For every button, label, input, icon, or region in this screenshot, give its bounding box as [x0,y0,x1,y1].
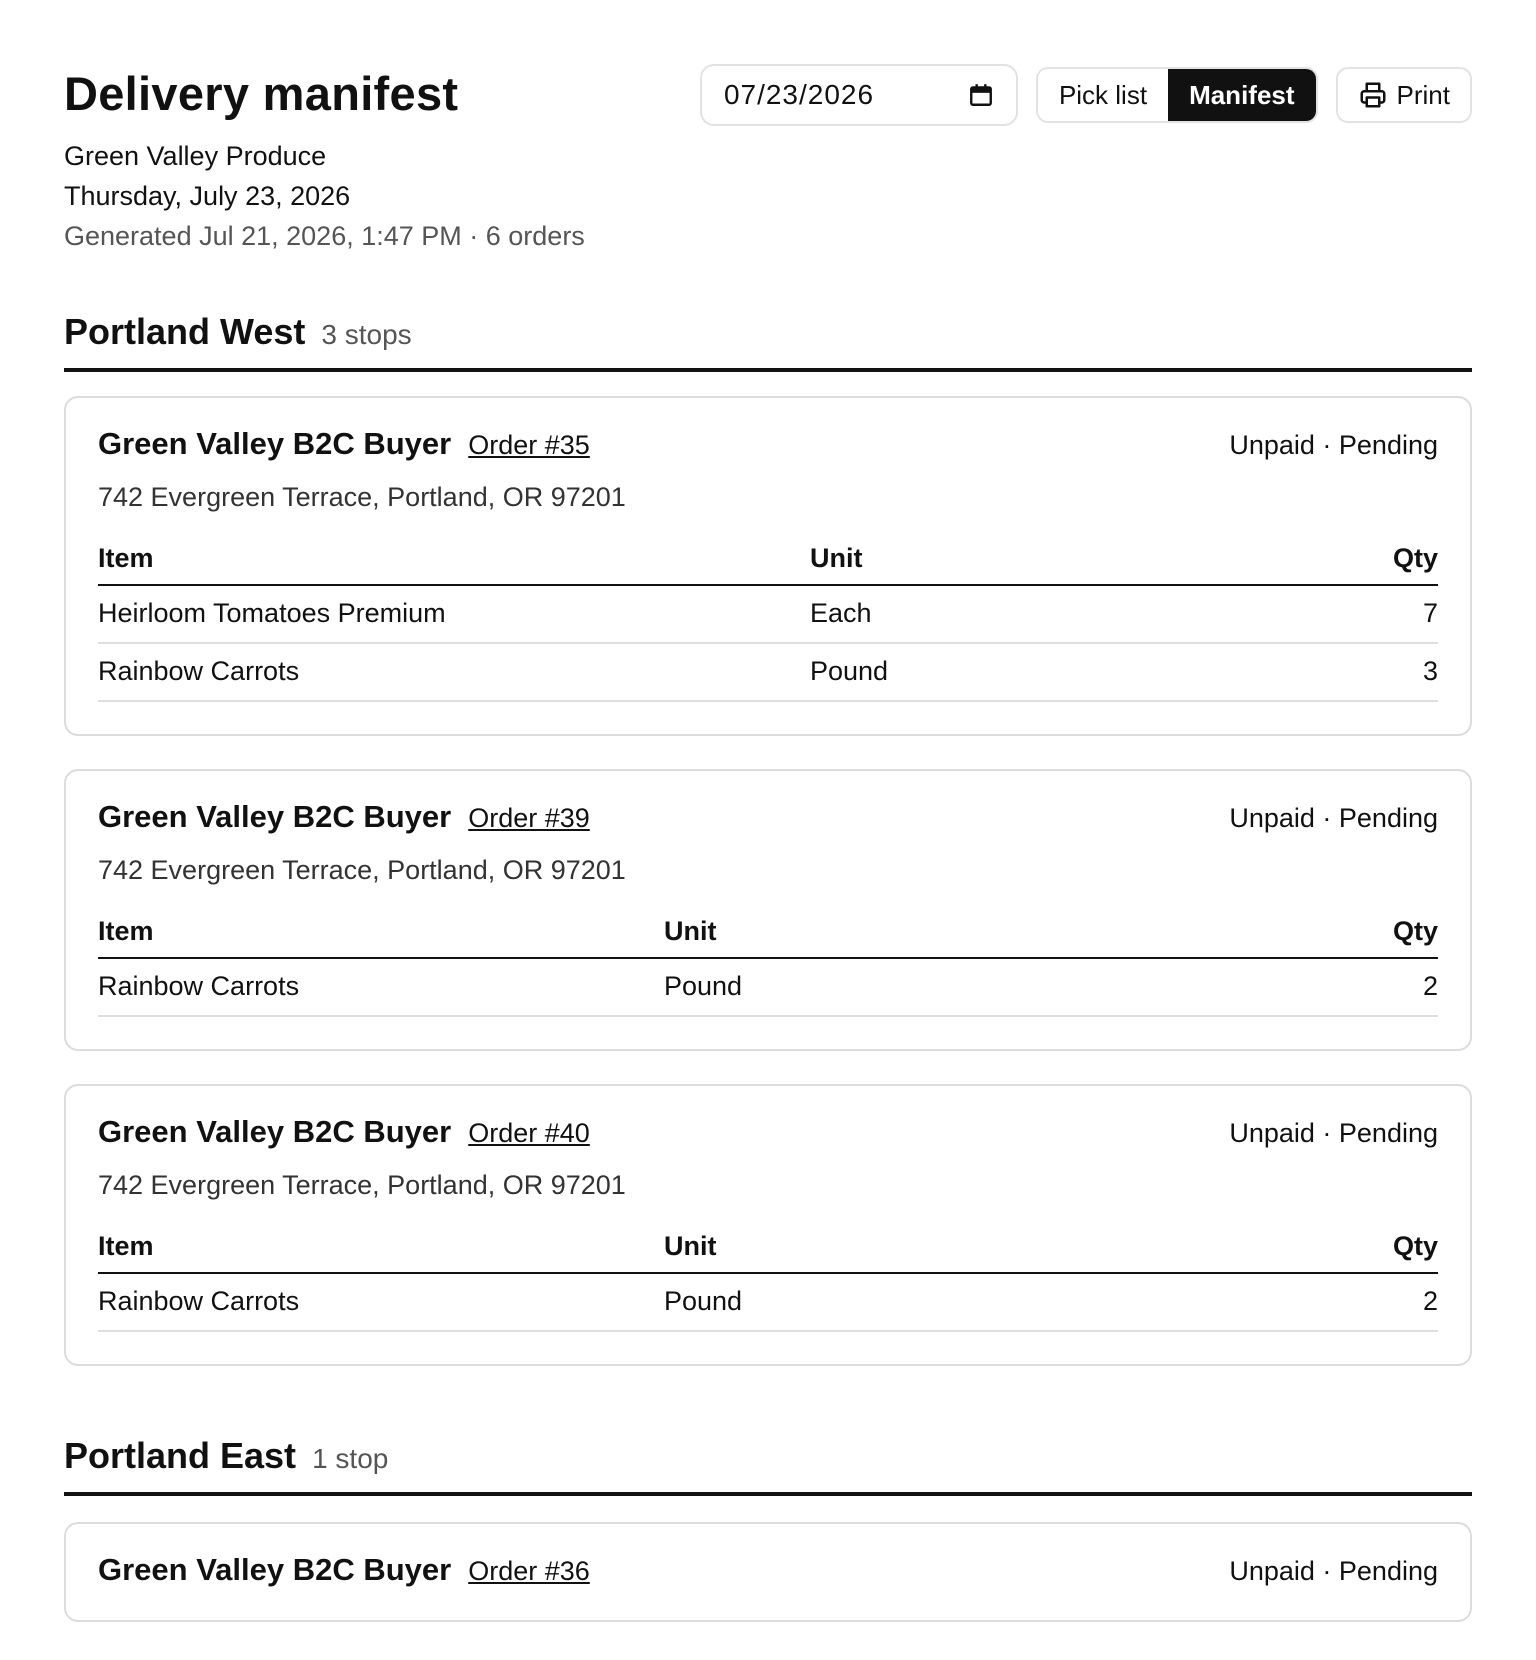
order-card [64,396,1472,736]
pick-list-tab[interactable]: Pick list [1038,69,1168,121]
order-status: Unpaid · Pending [1229,803,1438,833]
buyer-name: Green Valley B2C Buyer [98,799,452,834]
farm-name: Green Valley Produce [64,141,327,171]
view-toggle [1036,67,1318,123]
table-row [98,585,1438,643]
table-row [98,1273,1438,1331]
delivery-address: 742 Evergreen Terrace, Portland, OR 97201 [98,1170,626,1200]
order-items-table [98,916,1438,1017]
column-header-unit: Unit [664,1231,1318,1273]
manifest-page [64,0,1472,1622]
page-header [64,0,1472,270]
column-header-unit: Unit [810,543,1318,585]
date-value: 07/23/2026 [723,79,875,110]
route-section [64,310,1472,1366]
printer-icon [1358,80,1388,110]
item-unit: Pound [664,958,1318,1016]
item-unit: Pound [810,643,1318,701]
manifest-tab[interactable]: Manifest [1168,69,1315,121]
order-card-header [98,426,1438,462]
route-stop-count: 3 stops [321,319,412,350]
item-name: Heirloom Tomatoes Premium [98,585,810,643]
order-card [64,1522,1472,1622]
order-link[interactable]: Order #35 [468,430,590,460]
order-card [64,1084,1472,1366]
item-unit: Pound [664,1273,1318,1331]
delivery-date: Thursday, July 23, 2026 [64,181,351,211]
item-name: Rainbow Carrots [98,958,664,1016]
route-section [64,1434,1472,1622]
order-items-table [98,1231,1438,1332]
column-header-item: Item [98,1231,664,1273]
buyer-line [98,426,590,462]
column-header-qty: Qty [1318,543,1438,585]
order-link[interactable]: Order #40 [468,1118,590,1148]
item-qty: 2 [1318,1273,1438,1331]
column-header-qty: Qty [1318,1231,1438,1273]
order-card-header [98,1552,1438,1588]
calendar-icon[interactable] [968,82,994,108]
column-header-qty: Qty [1318,916,1438,958]
table-header-row [98,916,1438,958]
column-header-item: Item [98,916,664,958]
generated-info: Generated Jul 21, 2026, 1:47 PM · 6 orders [64,221,585,251]
page-title: Delivery manifest [64,67,459,120]
route-header [64,310,1472,372]
order-card-header [98,1114,1438,1150]
buyer-line [98,1552,590,1588]
order-status: Unpaid · Pending [1229,1118,1438,1148]
column-header-unit: Unit [664,916,1318,958]
item-qty: 7 [1318,585,1438,643]
item-name: Rainbow Carrots [98,1273,664,1331]
table-row [98,643,1438,701]
buyer-name: Green Valley B2C Buyer [98,1114,452,1149]
buyer-line [98,799,590,835]
table-row [98,958,1438,1016]
table-header-row [98,543,1438,585]
print-button[interactable] [1336,67,1472,123]
delivery-address: 742 Evergreen Terrace, Portland, OR 97201 [98,482,626,512]
date-picker-input[interactable] [700,64,1018,126]
order-link[interactable]: Order #39 [468,803,590,833]
column-header-item: Item [98,543,810,585]
table-header-row [98,1231,1438,1273]
order-card-header [98,799,1438,835]
print-label: Print [1396,79,1450,110]
order-card [64,769,1472,1051]
buyer-name: Green Valley B2C Buyer [98,1552,452,1587]
delivery-address: 742 Evergreen Terrace, Portland, OR 97201 [98,855,626,885]
route-stop-count: 1 stop [312,1443,389,1474]
buyer-name: Green Valley B2C Buyer [98,426,452,461]
order-link[interactable]: Order #36 [468,1556,590,1586]
item-name: Rainbow Carrots [98,643,810,701]
item-unit: Each [810,585,1318,643]
route-header [64,1434,1472,1496]
route-name: Portland East [64,1435,297,1476]
route-name: Portland West [64,311,306,352]
toolbar [700,64,1472,126]
order-status: Unpaid · Pending [1229,1556,1438,1586]
order-status: Unpaid · Pending [1229,430,1438,460]
item-qty: 3 [1318,643,1438,701]
buyer-line [98,1114,590,1150]
order-items-table [98,543,1438,702]
item-qty: 2 [1318,958,1438,1016]
